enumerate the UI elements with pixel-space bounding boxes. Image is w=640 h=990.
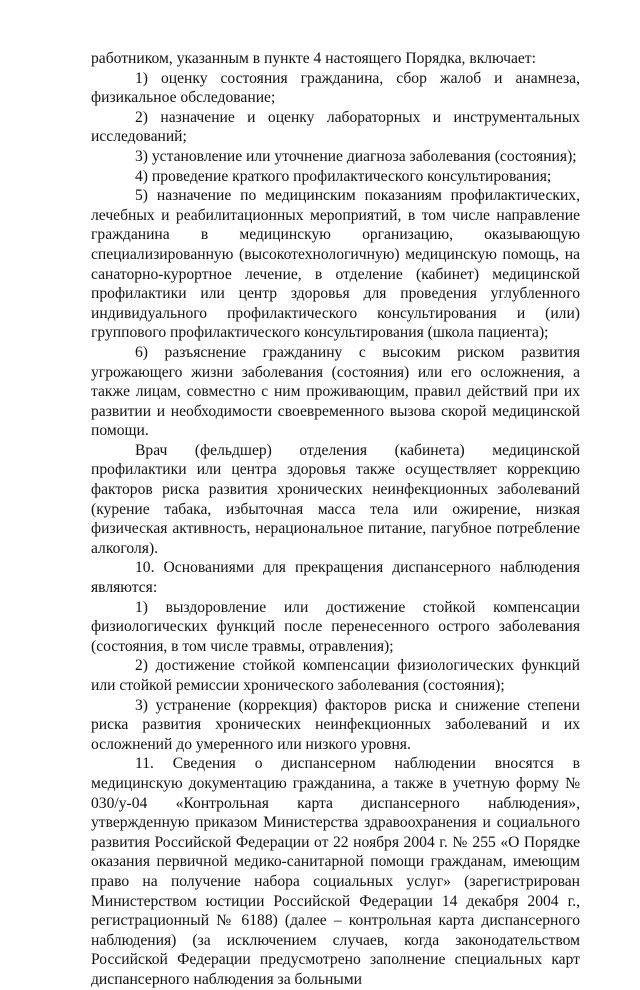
paragraph-section-10-item-3: 3) устранение (коррекция) факторов риска и снижение степени риска развития хронических неинфекционных заболеваний и их осложнений до умеренного или низкого уровня. <box>91 696 580 753</box>
document-page <box>91 49 580 990</box>
paragraph-item-5: 5) назначение по медицинским показаниям профилактических, лечебных и реабилитационных мероприятий, в том числе направление гражданина в медицинскую организацию, оказывающую специализированную (высокотехнологичную) медицинскую помощь, на санаторно-курортное лечение, в отделение (кабинет) медицинской профилактики или центр здоровья для проведения углубленного индивидуального профилактического консультирования и (или) группового профилактического консультирования (школа пациента); <box>91 187 580 342</box>
paragraph-item-1: 1) оценку состояния гражданина, сбор жалоб и анамнеза, физикальное обследование; <box>91 69 580 107</box>
paragraph-item-2: 2) назначение и оценку лабораторных и инструментальных исследований; <box>91 108 580 146</box>
paragraph-section-10: 10. Основаниями для прекращения диспансерного наблюдения являются: <box>91 559 580 597</box>
paragraph-doctor-role: Врач (фельдшер) отделения (кабинета) медицинской профилактики или центра здоровья также осуществляет коррекцию факторов риска развития хронических неинфекционных заболеваний (курение табака, избыточная масса тела или ожирение, низкая физическая активность, нерациональное питание, пагубное потребление алкоголя). <box>91 441 580 557</box>
paragraph-section-10-item-1: 1) выздоровление или достижение стойкой компенсации физиологических функций после перенесенного острого заболевания (состояния, в том числе травмы, отравления); <box>91 598 580 655</box>
paragraph-item-3: 3) установление или уточнение диагноза заболевания (состояния); <box>135 147 577 165</box>
paragraph-section-11: 11. Сведения о диспансерном наблюдении вносятся в медицинскую документацию гражданина, а также в учетную форму № 030/у-04 «Контрольная карта диспансерного наблюдения», утвержденную приказом Министерства здравоохранения и социального развития Российской Федерации от 22 ноября 2004 г. № 255 «О Порядке оказания первичной медико-санитарной помощи гражданам, имеющим право на получение набора социальных услуг» (зарегистрирован Министерством юстиции Российской Федерации 14 декабря 2004 г., регистрационный № 6188) (далее – контрольная карта диспансерного наблюдения) (за исключением случаев, когда законодательством Российской Федерации предусмотрено заполнение специальных карт диспансерного наблюдения за больными <box>91 755 580 988</box>
paragraph-item-4: 4) проведение краткого профилактического консультирования; <box>135 167 552 185</box>
paragraph-item-6: 6) разъяснение гражданину с высоким риском развития угрожающего жизни заболевания (состояния) или его осложнения, а также лицам, совместно с ним проживающим, правил действий при их развитии и необходимости своевременного вызова скорой медицинской помощи. <box>91 343 580 440</box>
paragraph-section-10-item-2: 2) достижение стойкой компенсации физиологических функций или стойкой ремиссии хронического заболевания (состояния); <box>91 657 580 694</box>
paragraph-intro: работником, указанным в пункте 4 настоящего Порядка, включает: <box>91 50 536 67</box>
